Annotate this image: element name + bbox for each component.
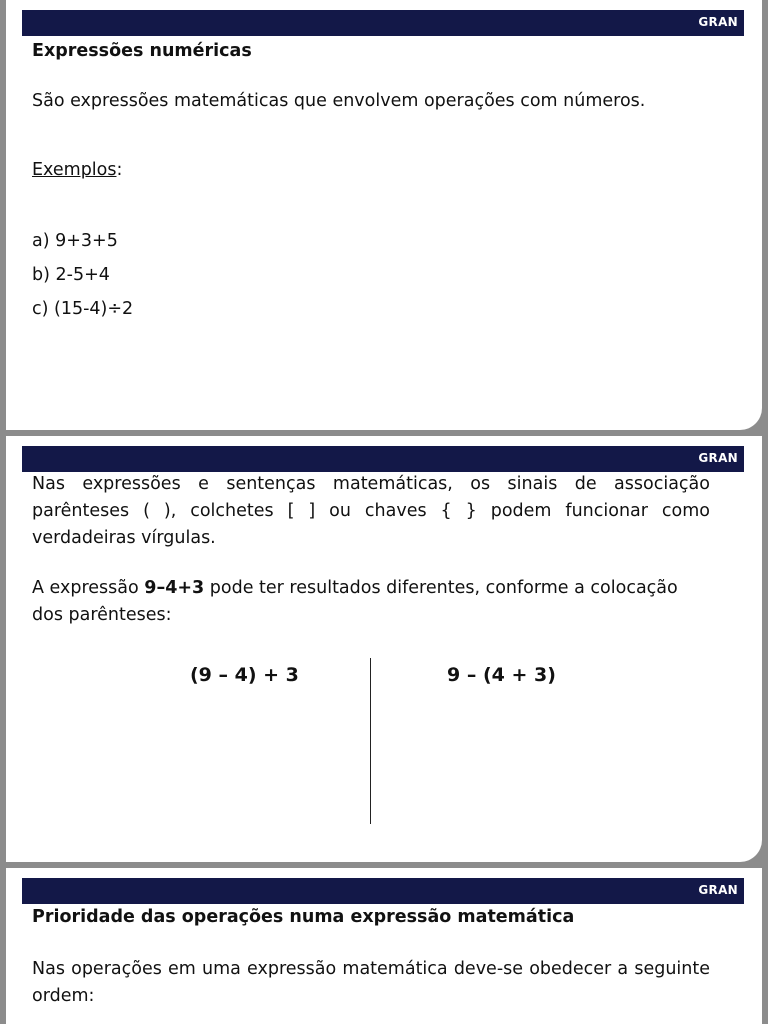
gran-logo: GRAN xyxy=(698,883,738,897)
paragraph-expressao xyxy=(32,575,710,629)
expression-right: 9 – (4 + 3) xyxy=(447,664,556,686)
list-item: c) (15-4)÷2 xyxy=(32,299,134,319)
slide-sinais-de-associacao xyxy=(6,436,762,862)
examples-heading xyxy=(32,157,710,184)
list-item: b) 2-5+4 xyxy=(32,265,110,285)
slide-prioridade-operacoes xyxy=(6,868,762,1024)
gran-logo: GRAN xyxy=(698,451,738,465)
slide-header-bar xyxy=(22,10,744,36)
slide-header-bar xyxy=(22,878,744,904)
vertical-divider xyxy=(370,658,371,824)
slide-header-bar xyxy=(22,446,744,472)
gran-logo: GRAN xyxy=(698,15,738,29)
slide-title: Expressões numéricas xyxy=(32,41,252,61)
paragraph-text-pre: A expressão xyxy=(32,578,145,598)
intro-text: São expressões matemáticas que envolvem operações com números. xyxy=(32,91,646,111)
examples-colon: : xyxy=(116,160,123,180)
intro-text: Nas operações em uma expressão matemática deve-se obedecer a seguinte ordem: xyxy=(32,959,710,1006)
examples-list xyxy=(32,224,710,326)
expression-left: (9 – 4) + 3 xyxy=(190,664,299,686)
examples-label: Exemplos xyxy=(32,160,117,180)
slide-title: Prioridade das operações numa expressão matemática xyxy=(32,907,575,927)
paragraph-text-post: pode ter resultados diferentes, conforme a colocação dos parênteses: xyxy=(32,578,678,625)
slide-expressoes-numericas xyxy=(6,0,762,430)
list-item: a) 9+3+5 xyxy=(32,231,118,251)
highlighted-expression: 9–4+3 xyxy=(144,578,205,598)
paragraph-associacao: Nas expressões e sentenças matemáticas, os sinais de associação parênteses ( ), colchetes [ ] ou chaves { } podem funcionar como verdadeiras vírgulas. xyxy=(32,474,710,548)
